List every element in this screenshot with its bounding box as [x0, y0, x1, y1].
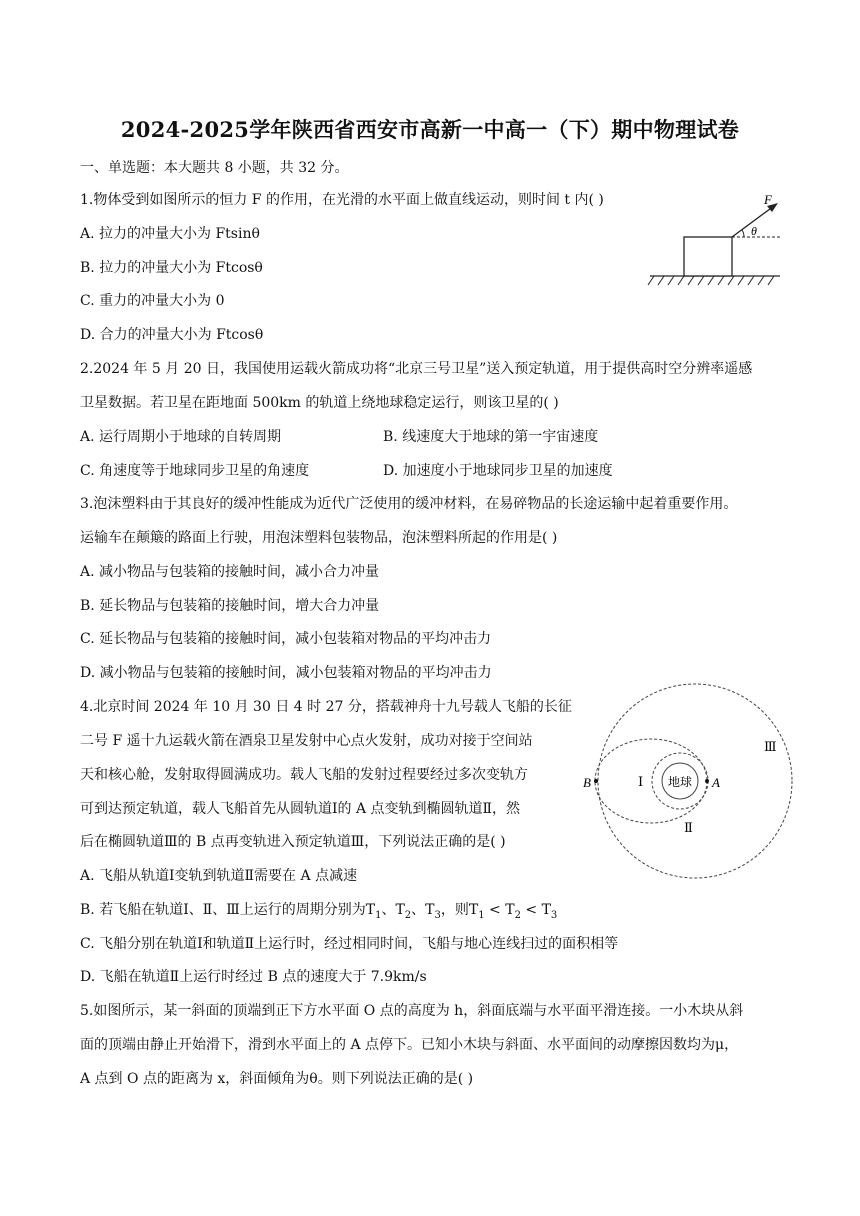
section-heading: 一、单选题：本大题共 8 小题，共 32 分。	[80, 160, 349, 176]
q4-option-a[interactable]: A. 飞船从轨道Ⅰ变轨到轨道Ⅱ需要在 A 点减速	[80, 868, 358, 884]
q5-stem-line-3: A 点到 O 点的距离为 x，斜面倾角为θ。则下列说法正确的是( )	[80, 1071, 474, 1087]
q2-stem-line-2: 卫星数据。若卫星在距地面 500km 的轨道上绕地球稳定运行，则该卫星的( )	[80, 395, 559, 411]
q2-option-a[interactable]: A. 运行周期小于地球的自转周期	[80, 429, 282, 445]
label-b: B	[583, 775, 591, 790]
q4-orbit-figure	[583, 692, 788, 862]
angle-label: θ	[751, 224, 757, 238]
q4-stem-line-5: 后在椭圆轨道Ⅲ的 B 点再变轨进入预定轨道Ⅲ，下列说法正确的是( )	[80, 834, 506, 850]
page-title: 2024-2025学年陕西省西安市高新一中高一（下）期中物理试卷	[120, 117, 740, 142]
label-a: A	[712, 775, 720, 790]
q5-stem-line-2: 面的顶端由静止开始滑下，滑到水平面上的 A 点停下。已知小木块与斜面、水平面间的动摩擦因数均为μ，	[80, 1037, 739, 1053]
q2-stem-line-1: 2.2024 年 5 月 20 日，我国使用运载火箭成功将“北京三号卫星”送入预定轨道，用于提供高时空分辨率遥感	[80, 361, 753, 377]
point-a	[705, 779, 709, 783]
point-b	[594, 779, 598, 783]
q4-stem-line-4: 可到达预定轨道，载人飞船首先从圆轨道Ⅰ的 A 点变轨到椭圆轨道Ⅱ，然	[80, 801, 521, 817]
q3-option-b[interactable]: B. 延长物品与包装箱的接触时间，增大合力冲量	[80, 598, 380, 614]
q4-option-c[interactable]: C. 飞船分别在轨道Ⅰ和轨道Ⅱ上运行时，经过相同时间，飞船与地心连线扫过的面积相等	[80, 936, 619, 952]
q3-stem-line-1: 3.泡沫塑料由于其良好的缓冲性能成为近代广泛使用的缓冲材料，在易碎物品的长途运输中起着重要作用。	[80, 496, 738, 512]
earth-label: 地球	[668, 775, 693, 789]
label-orbit-3: Ⅲ	[764, 740, 777, 755]
force-label: F	[764, 192, 772, 207]
q2-option-d[interactable]: D. 加速度小于地球同步卫星的加速度	[383, 463, 613, 479]
q4-stem-line-2: 二号 F 遥十九运载火箭在酒泉卫星发射中心点火发射，成功对接于空间站	[80, 733, 533, 749]
q1-option-b[interactable]: B. 拉力的冲量大小为 Ftcosθ	[80, 260, 263, 276]
q3-option-c[interactable]: C. 延长物品与包装箱的接触时间，减小包装箱对物品的平均冲击力	[80, 631, 492, 647]
label-orbit-2: Ⅱ	[684, 821, 693, 836]
q1-option-a[interactable]: A. 拉力的冲量大小为 Ftsinθ	[80, 226, 260, 242]
q4-option-d[interactable]: D. 飞船在轨道Ⅱ上运行时经过 B 点的速度大于 7.9km/s	[80, 969, 427, 985]
q1-option-c[interactable]: C. 重力的冲量大小为 0	[80, 293, 225, 309]
q4-stem-line-1: 4.北京时间 2024 年 10 月 30 日 4 时 27 分，搭载神舟十九号载人飞船的长征	[80, 699, 572, 715]
q2-option-b[interactable]: B. 线速度大于地球的第一宇宙速度	[383, 429, 599, 445]
q5-stem-line-1: 5.如图所示，某一斜面的顶端到正下方水平面 O 点的高度为 h，斜面底端与水平面平滑连接。一小木块从斜	[80, 1003, 744, 1019]
q3-option-a[interactable]: A. 减小物品与包装箱的接触时间，减小合力冲量	[80, 564, 380, 580]
q3-option-d[interactable]: D. 减小物品与包装箱的接触时间，减小包装箱对物品的平均冲击力	[80, 665, 492, 681]
label-orbit-1: Ⅰ	[638, 775, 644, 790]
q1-option-d[interactable]: D. 合力的冲量大小为 Ftcosθ	[80, 327, 264, 343]
q2-option-c[interactable]: C. 角速度等于地球同步卫星的角速度	[80, 463, 310, 479]
block	[684, 237, 732, 276]
q1-stem: 1.物体受到如图所示的恒力 F 的作用，在光滑的水平面上做直线运动，则时间 t 内( )	[80, 192, 604, 208]
q3-stem-line-2: 运输车在颠簸的路面上行驶，用泡沫塑料包装物品，泡沫塑料所起的作用是( )	[80, 530, 558, 546]
q4-stem-line-3: 天和核心舱，发射取得圆满成功。载人飞船的发射过程要经过多次变轨方	[80, 767, 528, 783]
q4-option-b[interactable]: B. 若飞船在轨道Ⅰ、Ⅱ、Ⅲ上运行的周期分别为$T_1$、$T_2$、$T_3$，则$T_1 < T_2 < T_3$	[80, 902, 558, 921]
q1-figure	[640, 188, 790, 293]
